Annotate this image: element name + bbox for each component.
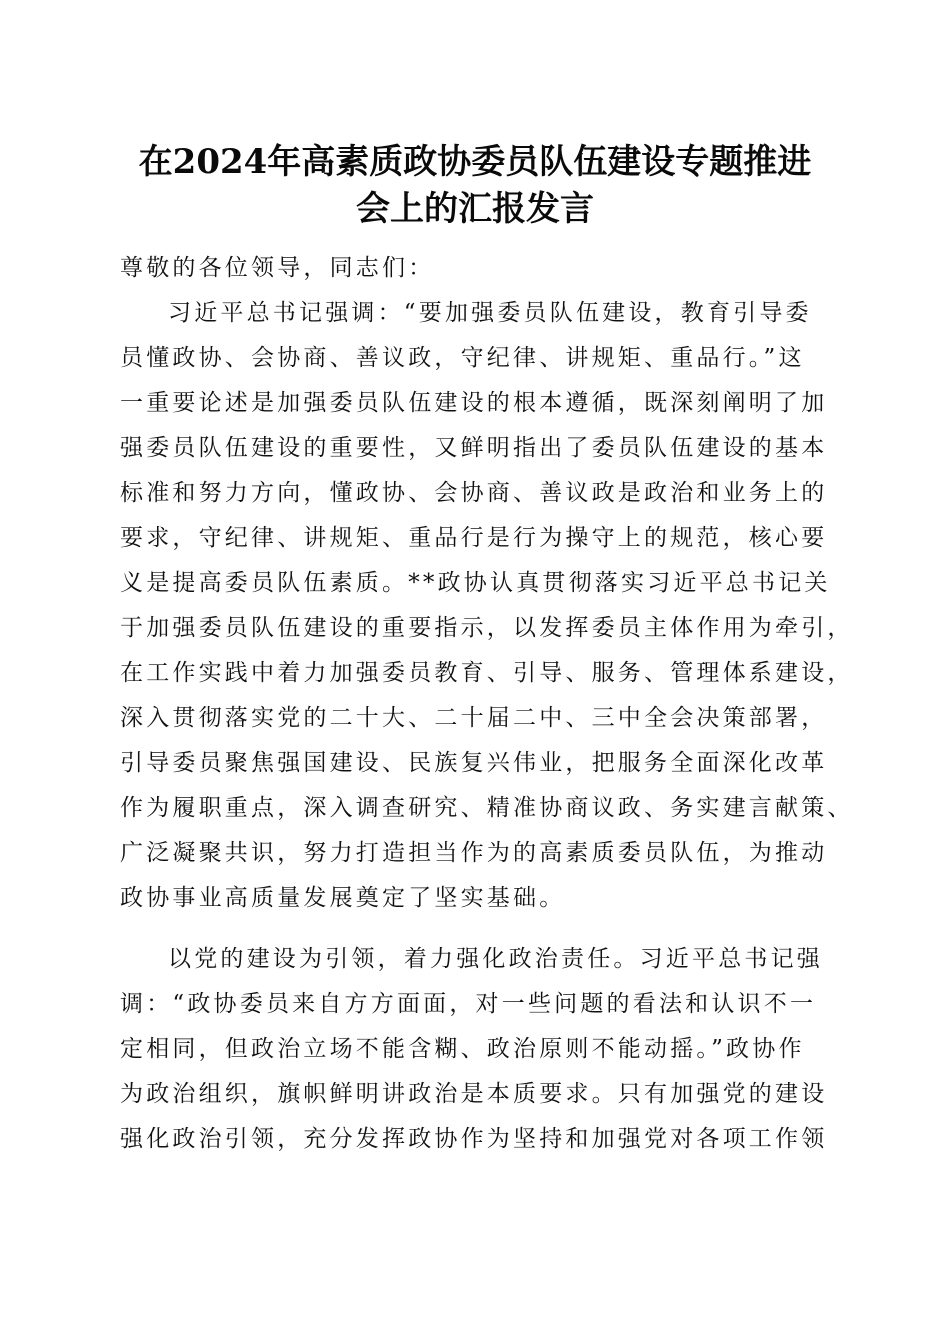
paragraph-line: 义是提高委员队伍素质。**政协认真贯彻落实习近平总书记关 [120,570,831,596]
paragraph-line: 于加强委员队伍建设的重要指示，以发挥委员主体作用为牵引， [120,615,854,641]
document-body [120,246,854,1162]
paragraph-line: 引导委员聚焦强国建设、民族复兴伟业，把服务全面深化改革 [120,750,828,776]
paragraph-line: 政协事业高质量发展奠定了坚实基础。 [120,885,566,911]
paragraph-line: 一重要论述是加强委员队伍建设的根本遵循，既深刻阐明了加 [120,390,828,416]
paragraph-line: 强化政治引领，充分发挥政协作为坚持和加强党对各项工作领 [120,1126,828,1152]
paragraph-line: 深入贯彻落实党的二十大、二十届二中、三中全会决策部署， [120,705,828,731]
paragraph-line: 员懂政协、会协商、善议政，守纪律、讲规矩、重品行。”这 [120,345,805,371]
paragraph-line: 习近平总书记强调：“要加强委员队伍建设，教育引导委 [168,300,812,326]
paragraph-spacer [120,921,840,937]
paragraph-line: 广泛凝聚共识，努力打造担当作为的高素质委员队伍，为推动 [120,840,828,866]
paragraph-line: 要求，守纪律、讲规矩、重品行是行为操守上的规范，核心要 [120,525,828,551]
paragraph-line: 在工作实践中着力加强委员教育、引导、服务、管理体系建设， [120,660,854,686]
paragraph-line: 为政治组织，旗帜鲜明讲政治是本质要求。只有加强党的建设 [120,1081,828,1107]
paragraph-line: 作为履职重点，深入调查研究、精准协商议政、务实建言献策、 [120,795,854,821]
document-title-line-1: 在2024年高素质政协委员队伍建设专题推进 [138,142,812,182]
paragraph-2 [120,937,840,1162]
paragraph-line: 强委员队伍建设的重要性，又鲜明指出了委员队伍建设的基本 [120,435,828,461]
paragraph-line: 标准和努力方向，懂政协、会协商、善议政是政治和业务上的 [120,480,828,506]
document-title-line-2: 会上的汇报发言 [356,189,594,229]
paragraph-line: 以党的建设为引领，着力强化政治责任。习近平总书记强 [168,946,823,972]
paragraph-1 [120,291,854,921]
paragraph-line: 调：“政协委员来自方方面面，对一些问题的看法和认识不一 [120,991,817,1017]
salutation: 尊敬的各位领导，同志们： [120,255,435,281]
paragraph-line: 定相同，但政治立场不能含糊、政治原则不能动摇。”政协作 [120,1036,805,1062]
